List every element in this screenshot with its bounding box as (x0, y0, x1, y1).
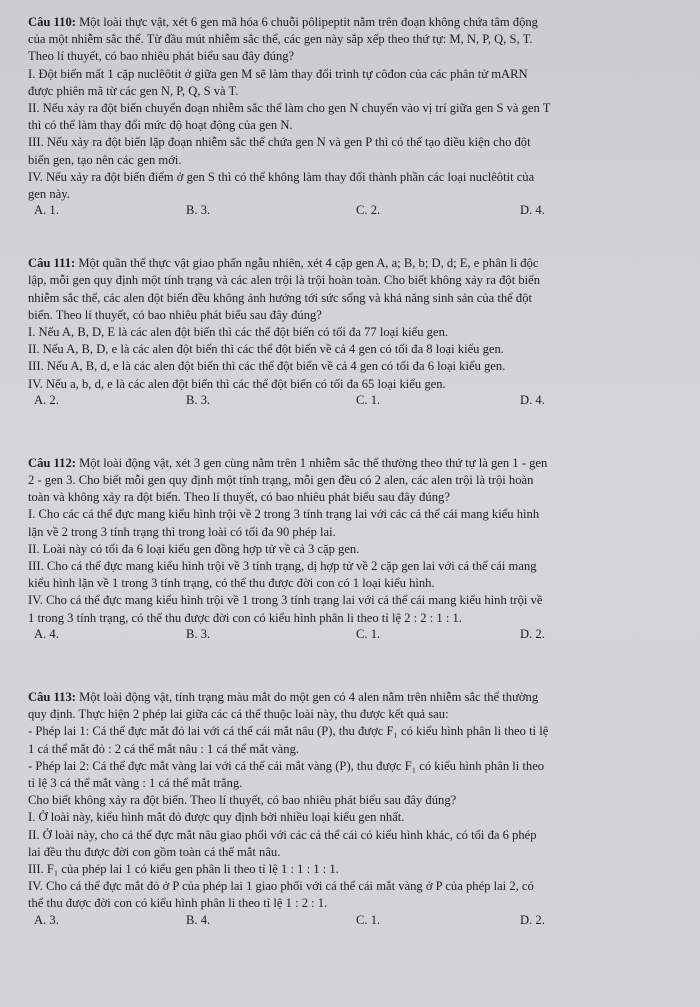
answer-options (28, 203, 678, 221)
question-line: IV. Cho cá thể đực mang kiểu hình trội về 1 trong 3 tính trạng lai với cá thể cái mang kiểu hình trội về (28, 593, 543, 608)
question-113 (28, 689, 678, 931)
question-line: lập, mỗi gen quy định một tính trạng và các alen trội là trội hoàn toàn. Cho biết không xảy ra đột biến (28, 273, 541, 288)
question-line: tỉ lệ 3 cá thể mắt vàng : 1 cá thể mắt trắng. (28, 775, 243, 790)
question-line: được phiên mã từ các gen N, P, Q, S và T. (28, 83, 239, 98)
answer-b: B. 3. (186, 626, 211, 641)
answer-c: C. 1. (356, 392, 381, 407)
question-line: Câu 112: Một loài động vật, xét 3 gen cùng nằm trên 1 nhiễm sắc thể thường theo thứ tự là gen 1 - gen (28, 455, 548, 470)
question-line: I. Ở loài này, kiểu hình mắt đỏ được quy định bởi nhiều loại kiểu gen nhất. (28, 810, 405, 825)
question-111 (28, 255, 678, 411)
question-line: I. Cho các cá thể đực mang kiểu hình trội về 2 trong 3 tính trạng lai với các cá thể cái mang kiểu hình (28, 507, 540, 522)
question-label: Câu 112: (28, 455, 76, 470)
answer-b: B. 4. (186, 912, 211, 927)
question-line: IV. Nếu xảy ra đột biến điểm ở gen S thì có thể không làm thay đổi thành phần các loại nuclêôtit của (28, 169, 535, 184)
answer-a: A. 3. (34, 912, 59, 927)
question-line: Theo lí thuyết, có bao nhiêu phát biểu sau đây đúng? (28, 49, 295, 64)
question-line: 2 - gen 3. Cho biết mỗi gen quy định một tính trạng, mỗi gen đều có 2 alen, các alen trội là trội hoàn (28, 473, 534, 488)
question-line: II. Ở loài này, cho cá thể đực mắt nâu giao phối với các cá thể cái có kiểu hình khác, có tối đa 6 phép (28, 827, 537, 842)
answer-d: D. 4. (520, 392, 545, 407)
question-line: III. F₁ của phép lai 1 có kiểu gen phân li theo tỉ lệ 1 : 1 : 1 : 1. (28, 861, 339, 876)
question-line: Cho biết không xảy ra đột biến. Theo lí thuyết, có bao nhiêu phát biểu sau đây đúng? (28, 793, 457, 808)
answer-d: D. 2. (520, 912, 545, 927)
question-line: toàn và không xảy ra đột biến. Theo lí thuyết, có bao nhiêu phát biểu sau đây đúng? (28, 490, 450, 505)
question-line: IV. Nếu a, b, d, e là các alen đột biến thì các thể đột biến có tối đa 65 loại kiểu gen. (28, 376, 446, 391)
question-line: của một nhiễm sắc thể. Từ đầu mút nhiễm sắc thể, các gen này sắp xếp theo thứ tự: M, N, P, Q, S, T. (28, 32, 533, 47)
answer-d: D. 4. (520, 203, 545, 218)
question-line: Câu 111: Một quần thể thực vật giao phấn ngẫu nhiên, xét 4 cặp gen A, a; B, b; D, d; E, e phân li độc (28, 256, 539, 271)
question-line: gen này. (28, 187, 70, 202)
question-line: Câu 110: Một loài thực vật, xét 6 gen mã hóa 6 chuỗi pôlipeptit nằm trên đoạn không chứa tâm động (28, 15, 538, 29)
question-line: - Phép lai 1: Cá thể đực mắt đỏ lai với cá thể cái mắt nâu (P), thu được F₁ có kiểu hình phân li theo tỉ lệ (28, 724, 549, 739)
question-line: quy định. Thực hiện 2 phép lai giữa các cá thể thuộc loài này, thu được kết quả sau: (28, 707, 449, 722)
question-line: III. Nếu xảy ra đột biến lặp đoạn nhiễm sắc thể chứa gen N và gen P thì có thể tạo điều kiện cho đột (28, 135, 531, 150)
question-line: III. Cho cá thể đực mang kiểu hình trội về 3 tính trạng, dị hợp tử về 2 cặp gen lai với cá thể cái mang (28, 559, 537, 574)
question-line: thể thu được đời con có kiểu hình phân li theo tỉ lệ 1 : 2 : 1. (28, 896, 328, 911)
answer-b: B. 3. (186, 203, 211, 218)
question-line: 1 trong 3 tính trạng, có thể thu được đời con có kiểu hình phân li theo tỉ lệ 2 : 2 : 1 : 1. (28, 610, 462, 625)
answer-a: A. 2. (34, 392, 59, 407)
question-line: IV. Cho cá thể đực mắt đỏ ở P của phép lai 1 giao phối với cá thể cái mắt vàng ở P của phép lai 2, có (28, 879, 534, 894)
question-line: III. Nếu A, B, d, e là các alen đột biến thì các thể đột biến về cả 4 gen có tối đa 6 loại kiểu gen. (28, 359, 506, 374)
answer-b: B. 3. (186, 392, 211, 407)
question-line: Câu 113: Một loài động vật, tính trạng màu mắt do một gen có 4 alen nằm trên nhiễm sắc thể thường (28, 689, 539, 704)
question-line: kiểu hình lặn về 1 trong 3 tính trạng, có thể thu được đời con có 1 loại kiểu hình. (28, 576, 435, 591)
question-line: biến. Theo lí thuyết, có bao nhiêu phát biểu sau đây đúng? (28, 307, 322, 322)
question-112 (28, 455, 678, 645)
answer-a: A. 1. (34, 203, 59, 218)
question-line: - Phép lai 2: Cá thể đực mắt vàng lai với cá thể cái mắt vàng (P), thu được F₁ có kiểu hình phân li theo (28, 758, 545, 773)
question-line: II. Loài này có tối đa 6 loại kiểu gen đồng hợp tử về cả 3 cặp gen. (28, 541, 360, 556)
answer-a: A. 4. (34, 626, 59, 641)
question-line: thì có thể làm thay đổi mức độ hoạt động của gen N. (28, 118, 293, 133)
question-label: Câu 113: (28, 689, 76, 704)
question-line: nhiễm sắc thể, các alen đột biến đều không ảnh hưởng tới sức sống và khả năng sinh sản của thể đột (28, 290, 533, 305)
question-110 (28, 14, 678, 221)
question-line: lai đều thu được đời con gồm toàn cá thể mắt nâu. (28, 844, 281, 859)
question-line: I. Đột biến mất 1 cặp nuclêôtit ở giữa gen M sẽ làm thay đổi trình tự côđon của các phân tử mARN (28, 66, 528, 81)
question-line: 1 cá thể mắt đỏ : 2 cá thể mắt nâu : 1 cá thể mắt vàng. (28, 741, 300, 756)
answer-c: C. 1. (356, 912, 381, 927)
spacer (28, 221, 678, 255)
spacer (28, 411, 678, 455)
question-label: Câu 111: (28, 256, 76, 271)
answer-options (28, 627, 678, 645)
spacer (28, 645, 678, 689)
question-line: II. Nếu A, B, D, e là các alen đột biến thì các thể đột biến về cả 4 gen có tối đa 8 loại kiểu gen. (28, 342, 504, 357)
answer-options (28, 913, 678, 931)
answer-d: D. 2. (520, 626, 545, 641)
question-line: biến gen, tạo nên các gen mới. (28, 152, 182, 167)
question-line: II. Nếu xảy ra đột biến chuyển đoạn nhiễm sắc thể làm cho gen N chuyển vào vị trí giữa gen S và gen T (28, 101, 551, 116)
question-label: Câu 110: (28, 15, 76, 29)
answer-c: C. 2. (356, 203, 381, 218)
question-line: lặn về 2 trong 3 tính trạng thì trong loài có tối đa 90 phép lai. (28, 524, 336, 539)
answer-c: C. 1. (356, 626, 381, 641)
answer-options (28, 393, 678, 411)
question-line: I. Nếu A, B, D, E là các alen đột biến thì các thể đột biến có tối đa 77 loại kiểu gen. (28, 325, 449, 340)
